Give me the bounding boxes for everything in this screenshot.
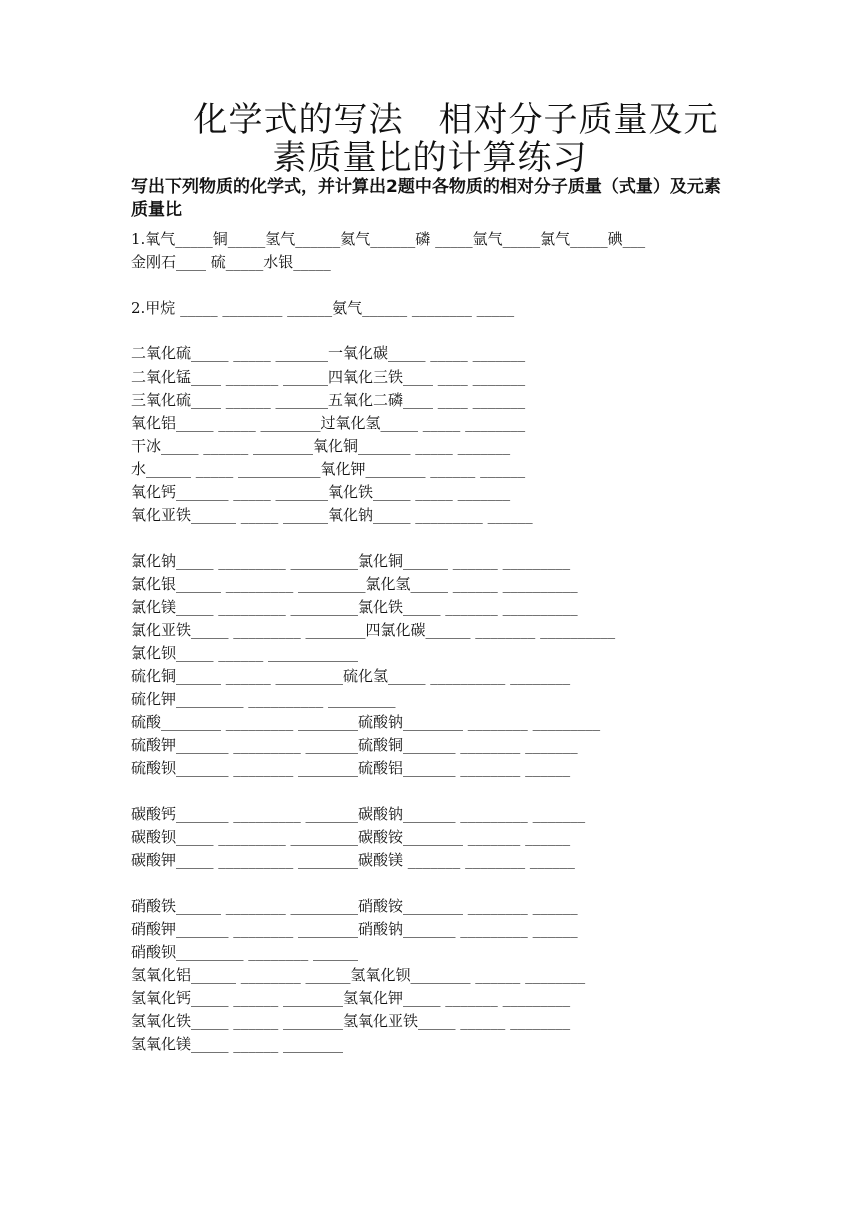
exercise-line: 氢氧化镁_____ ______ ________ bbox=[131, 1035, 344, 1053]
exercise-line: 水______ _____ ___________氧化钾________ ______ ______ bbox=[131, 460, 526, 478]
exercise-line: 氧化铝_____ _____ ________过氧化氢_____ _____ ________ bbox=[131, 414, 526, 432]
exercise-line: 二氧化锰____ _______ ______四氧化三铁____ ____ _______ bbox=[131, 368, 526, 386]
exercise-line: 碳酸钡_____ _________ _________碳酸铵________ _______ ______ bbox=[131, 828, 571, 846]
exercise-line: 碳酸钾_____ __________ ________碳酸镁 _______ ________ ______ bbox=[131, 851, 575, 869]
exercise-line: 1.氧气_____铜_____氢气______氦气______磷 _____氩气_____氯气_____碘___ bbox=[131, 230, 646, 248]
exercise-line: 氧化亚铁______ _____ ______氧化钠_____ _________ ______ bbox=[131, 506, 533, 524]
exercise-line: 氢氧化铝______ ________ ______氢氧化钡________ ______ ________ bbox=[131, 966, 586, 984]
page-title-line-2: 素质量比的计算练习 bbox=[272, 138, 588, 178]
exercise-line: 硫化钾_________ __________ _________ bbox=[131, 690, 396, 708]
exercise-line: 硝酸铁______ ________ _________硝酸铵________ ________ ______ bbox=[131, 897, 578, 915]
exercise-line: 硝酸钾_______ ________ ________硝酸钠_______ _________ ______ bbox=[131, 920, 578, 938]
exercise-line: 碳酸钙_______ _________ _______碳酸钠_______ _________ _______ bbox=[131, 805, 586, 823]
exercise-line: 2.甲烷 _____ ________ ______氨气______ ________ _____ bbox=[131, 299, 515, 317]
exercise-line: 三氧化硫____ ______ _______五氧化二磷____ ____ _______ bbox=[131, 391, 526, 409]
exercise-line: 氧化钙_______ _____ _______氧化铁_____ _____ _______ bbox=[131, 483, 511, 501]
exercise-line: 金刚石____ 硫_____水银_____ bbox=[131, 253, 331, 271]
instructions: 写出下列物质的化学式，并计算出2题中各物质的相对分子质量（式量）及元素质量比 bbox=[131, 177, 721, 220]
exercise-line: 氯化镁_____ _________ _________氯化铁_____ _______ __________ bbox=[131, 598, 578, 616]
exercise-line: 硝酸钡_________ ________ ______ bbox=[131, 943, 359, 961]
page-title-line-1: 化学式的写法 相对分子质量及元 bbox=[193, 100, 719, 140]
exercise-line: 硫酸________ _________ ________硫酸钠________ ________ _________ bbox=[131, 713, 601, 731]
exercise-line: 氯化亚铁_____ _________ ________四氯化碳______ ________ __________ bbox=[131, 621, 616, 639]
exercise-line: 氢氧化钙_____ ______ ________氢氧化钾_____ _______ _________ bbox=[131, 989, 571, 1007]
exercise-line: 氯化钠_____ _________ _________氯化铜______ ______ _________ bbox=[131, 552, 571, 570]
exercise-line: 氯化银______ _________ _________氯化氢_____ ______ __________ bbox=[131, 575, 578, 593]
exercise-line: 氯化钡_____ ______ ____________ bbox=[131, 644, 359, 662]
exercise-line: 硫酸钾_______ _________ _______硫酸铜_______ ________ _______ bbox=[131, 736, 578, 754]
exercise-line: 二氧化硫_____ _____ _______一氧化碳_____ _____ _______ bbox=[131, 344, 526, 362]
exercise-line: 硫化铜______ ______ _________硫化氢_____ __________ ________ bbox=[131, 667, 571, 685]
exercise-line: 氢氧化铁_____ ______ ________氢氧化亚铁_____ ______ ________ bbox=[131, 1012, 571, 1030]
exercise-line: 干冰_____ ______ ________氧化铜_______ _____ _______ bbox=[131, 437, 511, 455]
exercise-line: 硫酸钡_______ ________ ________硫酸铝_______ ________ ______ bbox=[131, 759, 571, 777]
